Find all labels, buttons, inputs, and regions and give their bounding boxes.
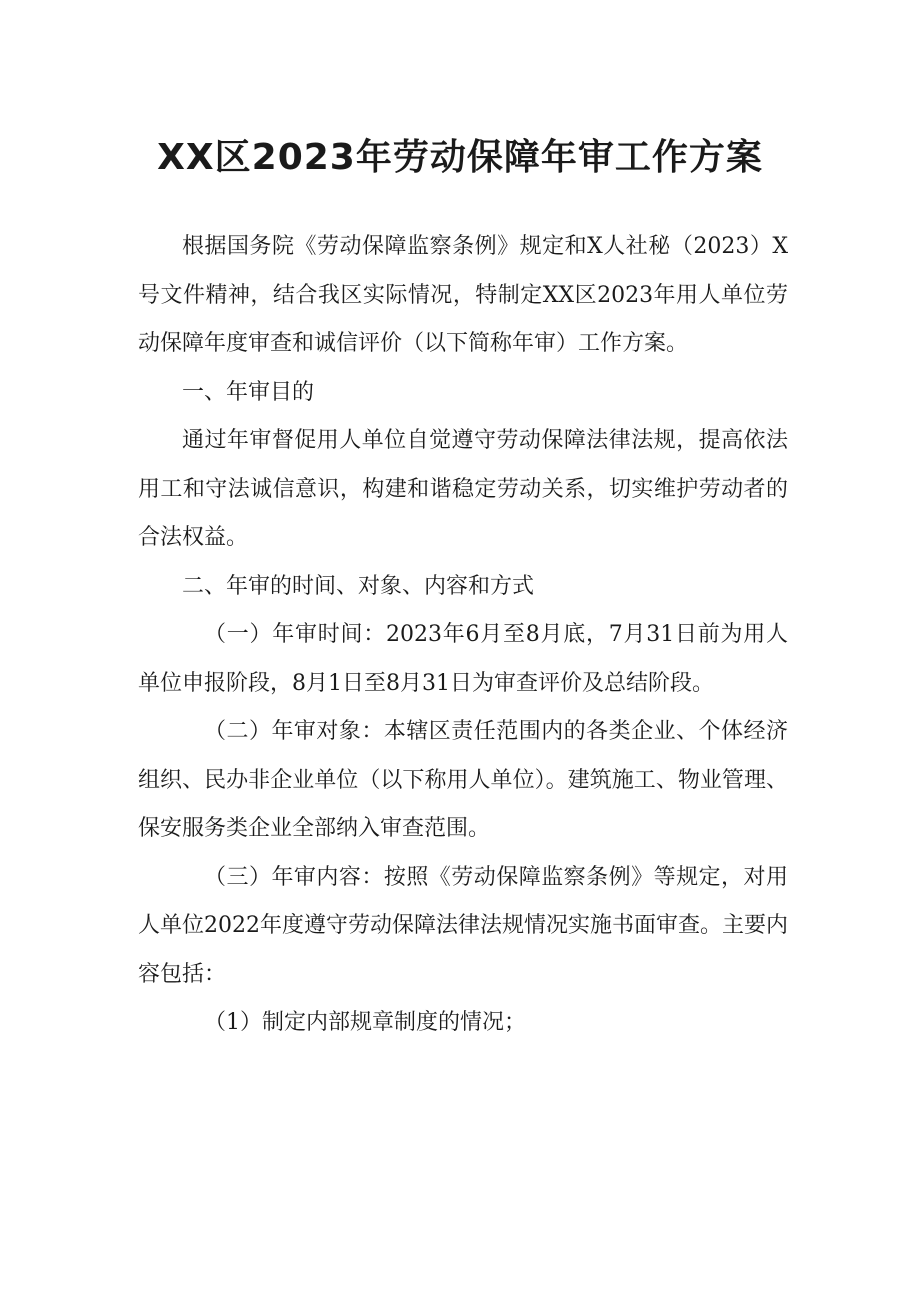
intro-paragraph: 根据国务院《劳动保障监察条例》规定和X人社秘（2023）X号文件精神，结合我区实际情况，特制定XX区2023年用人单位劳动保障年度审查和诚信评价（以下简称年审）工作方案。 (138, 234, 788, 356)
document-title: XX区2023年劳动保障年审工作方案 (157, 137, 763, 178)
content-paragraph: （三）年审内容：按照《劳动保障监察条例》等规定，对用人单位2022年度遵守劳动保障法律法规情况实施书面审查。主要内容包括： (138, 864, 788, 987)
target-paragraph: （二）年审对象：本辖区责任范围内的各类企业、个体经济组织、民办非企业单位（以下称用人单位）。建筑施工、物业管理、保安服务类企业全部纳入审查范围。 (138, 719, 788, 841)
document-body (138, 223, 788, 1048)
purpose-paragraph: 通过年审督促用人单位自觉遵守劳动保障法律法规，提高依法用工和守法诚信意识，构建和谐稳定劳动关系，切实维护劳动者的合法权益。 (138, 428, 788, 550)
section-heading-scope: 二、年审的时间、对象、内容和方式 (182, 573, 535, 599)
list-item: （1）制定内部规章制度的情况； (204, 1010, 526, 1035)
time-paragraph: （一）年审时间：2023年6月至8月底，7月31日前为用人单位申报阶段，8月1日至8月31日为审查评价及总结阶段。 (138, 622, 788, 696)
section-heading-purpose: 一、年审目的 (182, 379, 315, 405)
